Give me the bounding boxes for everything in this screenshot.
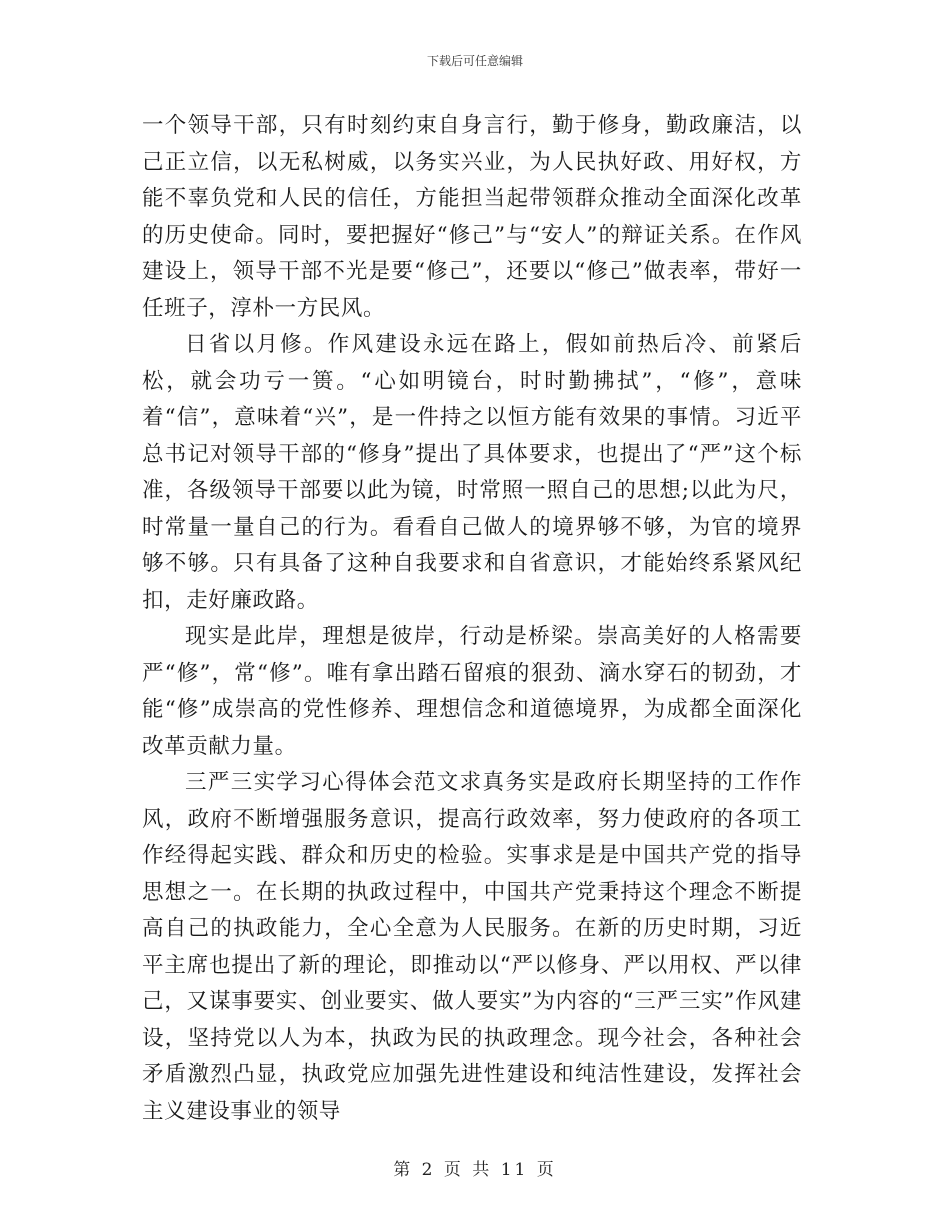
paragraph-2: 日省以月修。作风建设永远在路上，假如前热后冷、前紧后松，就会功亏一篑。“心如明镜台，时时勤拂拭”，“修”，意味着“信”，意味着“兴”，是一件持之以恒方能有效果的事情。习近平总书记对领导干部的“修身”提出了具体要求，也提出了“严”这个标准，各级领导干部要以此为镜，时常照一照自己的思想;以此为尺，时常量一量自己的行为。看看自己做人的境界够不够，为官的境界够不够。只有具备了这种自我要求和自省意识，才能始终系紧风纪扣，走好廉政路。 (142, 332, 802, 613)
page-header-note: 下载后可任意编辑 (426, 54, 523, 68)
page-footer-page-number: 第 2 页 共 11 页 (393, 1160, 557, 1180)
paragraph-4: 三严三实学习心得体会范文求真务实是政府长期坚持的工作作风，政府不断增强服务意识，提高行政效率，努力使政府的各项工作经得起实践、群众和历史的检验。实事求是是中国共产党的指导思想之一。在长期的执政过程中，中国共产党秉持这个理念不断提高自己的执政能力，全心全意为人民服务。在新的历史时期，习近平主席也提出了新的理论，即推动以“严以修身、严以用权、严以律己，又谋事要实、创业要实、做人要实”为内容的“三严三实”作风建设，坚持党以人为本，执政为民的执政理念。现今社会，各种社会矛盾激烈凸显，执政党应加强先进性建设和纯洁性建设，发挥社会主义建设事业的领导 (142, 770, 802, 1124)
document-body (142, 108, 802, 1130)
paragraph-1: 一个领导干部，只有时刻约束自身言行，勤于修身，勤政廉洁，以己正立信，以无私树威，以务实兴业，为人民执好政、用好权，方能不辜负党和人民的信任，方能担当起带领群众推动全面深化改革的历史使命。同时，要把握好“修己”与“安人”的辩证关系。在作风建设上，领导干部不光是要“修己”，还要以“修己”做表率，带好一任班子，淳朴一方民风。 (142, 113, 802, 321)
paragraph-3: 现实是此岸，理想是彼岸，行动是桥梁。崇高美好的人格需要严“修”，常“修”。唯有拿出踏石留痕的狠劲、滴水穿石的韧劲，才能“修”成崇高的党性修养、理想信念和道德境界，为成都全面深化改革贡献力量。 (142, 624, 802, 759)
